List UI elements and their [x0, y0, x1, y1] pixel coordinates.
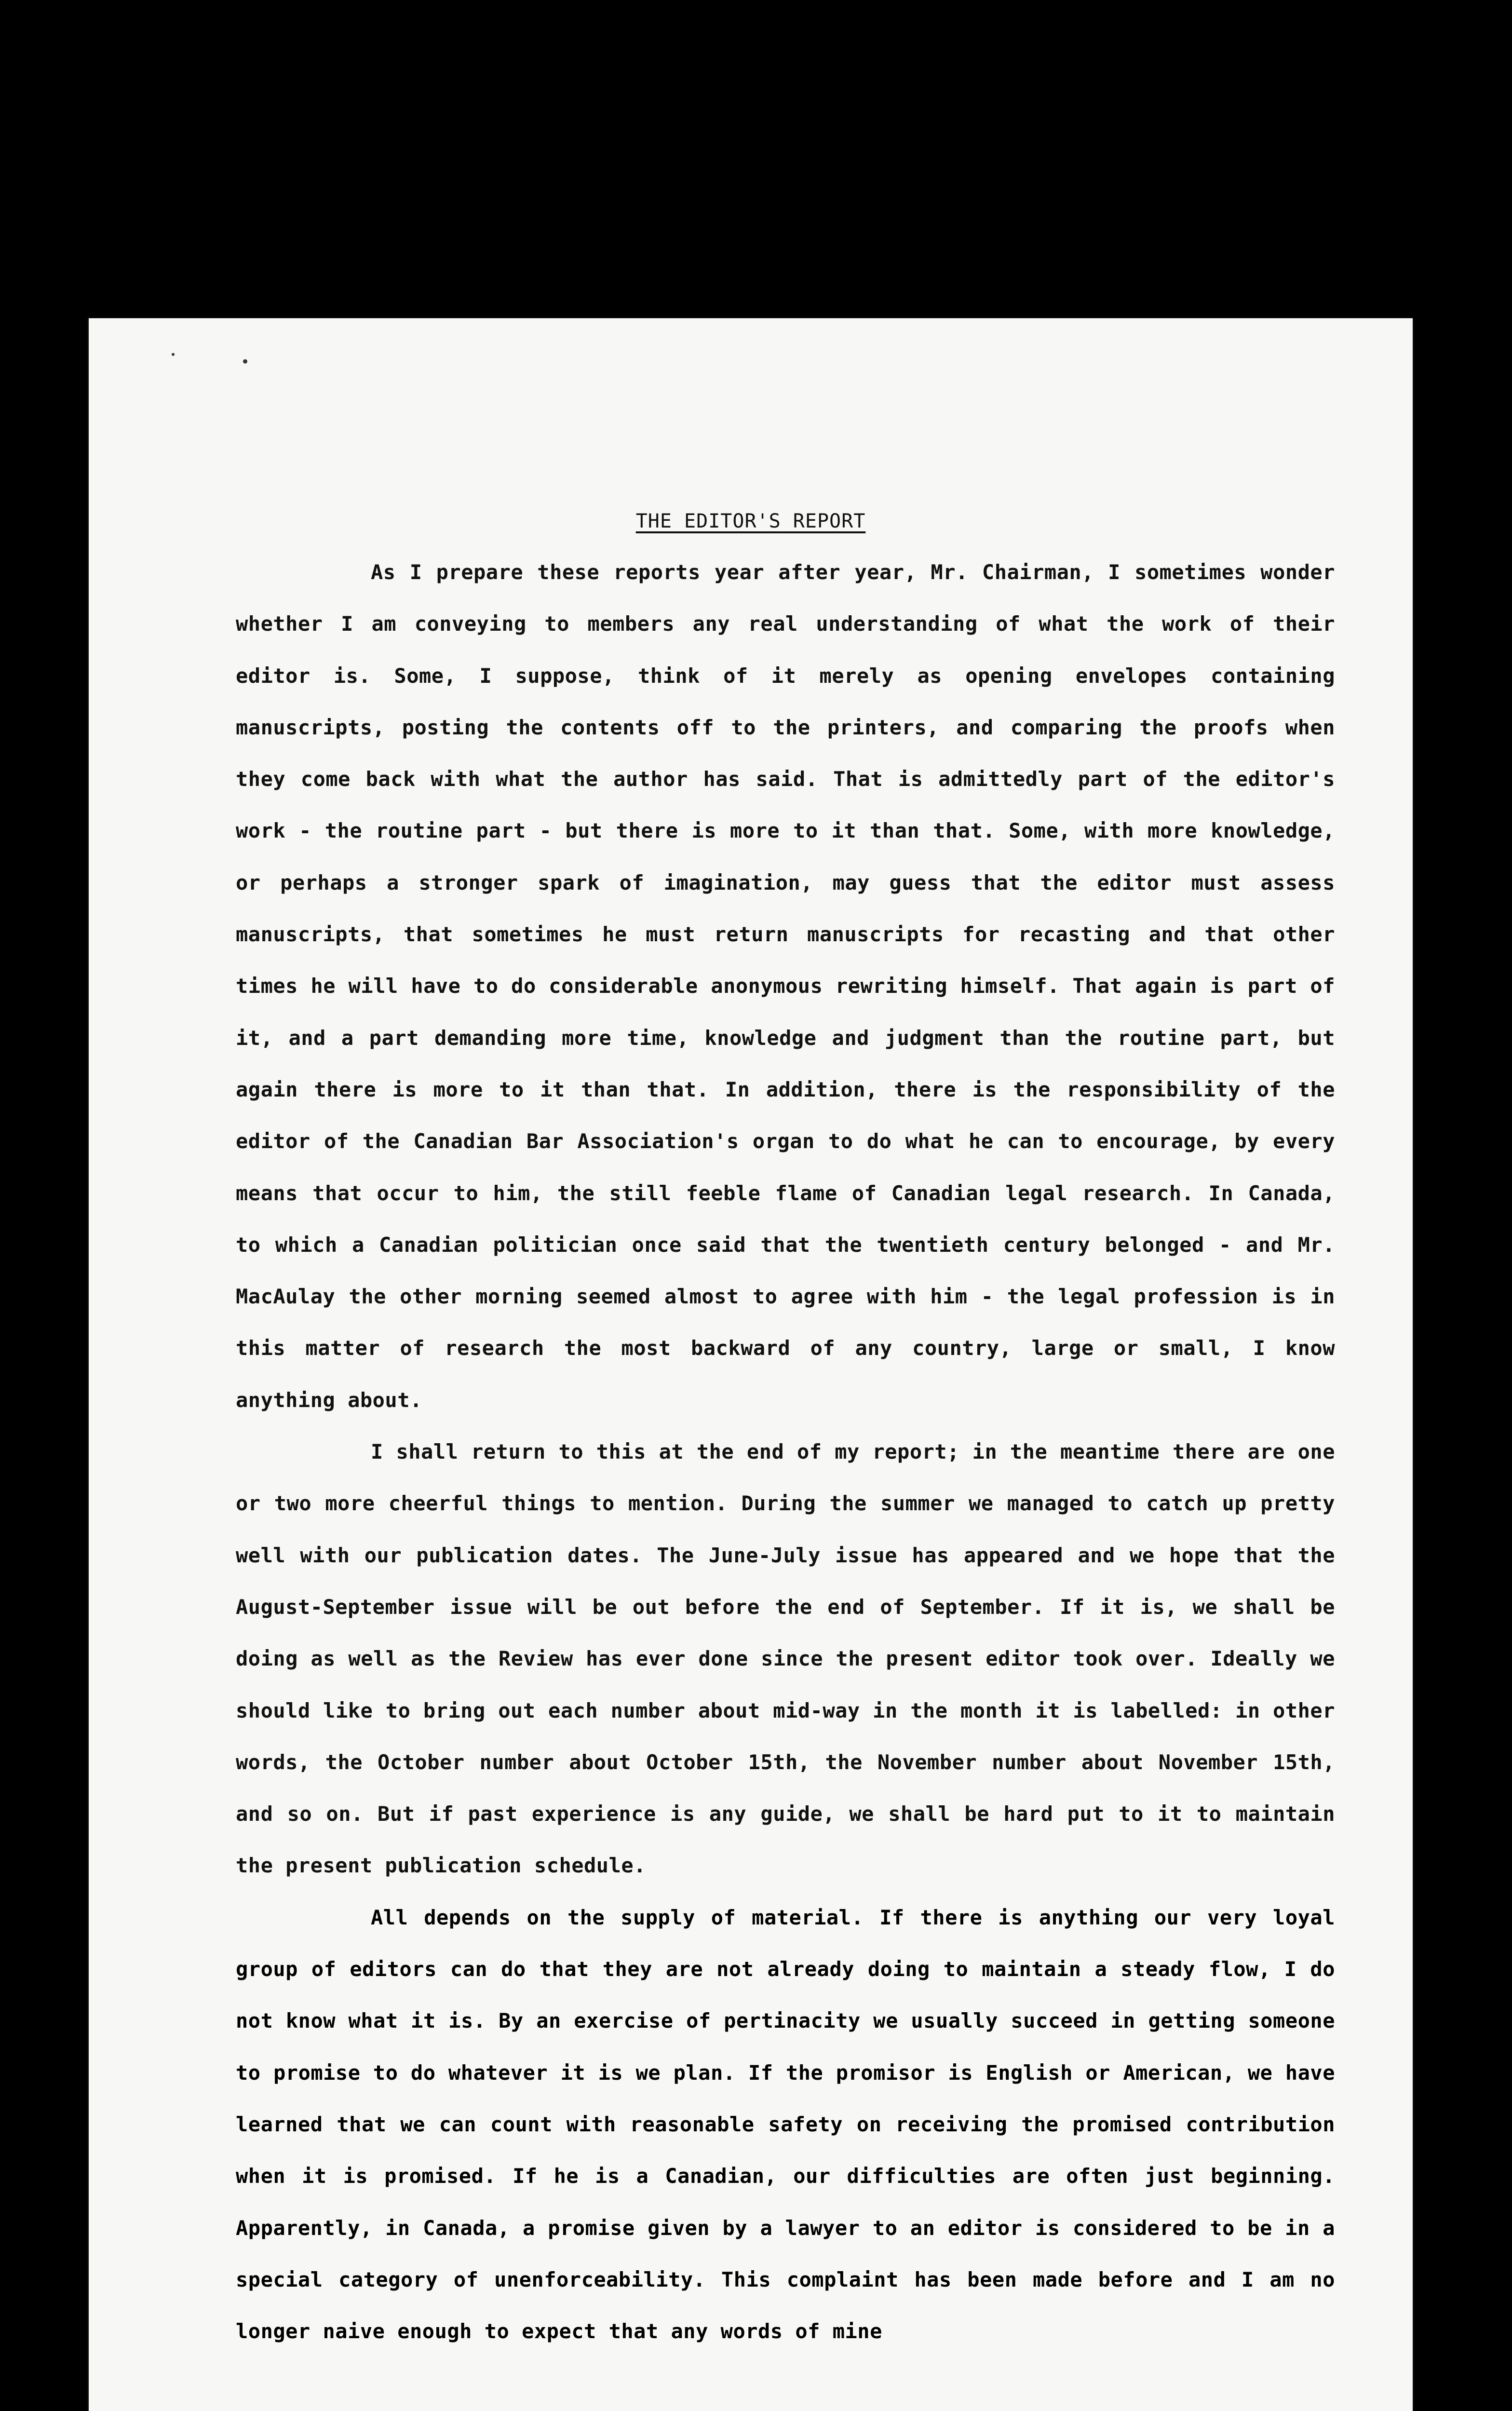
paper-speck	[172, 353, 175, 356]
paragraph-2: I shall return to this at the end of my report; in the meantime there are one or two more cheerful things to mention. During the summer we managed to catch up pretty well with our publication dates. The June-July issue has appeared and we hope that the August-September issue will be out before the end of September. If it is, we shall be doing as well as the Review has ever done since the present editor took over. Ideally we should like to bring out each number about mid-way in the month it is labelled: in other words, the October number about October 15th, the November number about November 15th, and so on. But if past experience is any guide, we shall be hard put to it to maintain the present publication schedule.	[236, 1440, 1335, 1878]
document-body	[236, 546, 1335, 2357]
paragraph-3: All depends on the supply of material. If there is anything our very loyal group of editors can do that they are not already doing to maintain a steady flow, I do not know what it is. By an exercise of pertinacity we usually succeed in getting someone to promise to do whatever it is we plan. If the promisor is English or American, we have learned that we can count with reasonable safety on receiving the promised contribution when it is promised. If he is a Canadian, our difficulties are often just beginning. Apparently, in Canada, a promise given by a lawyer to an editor is considered to be in a special category of unenforceability. This complaint has been made before and I am no longer naive enough to expect that any words of mine	[236, 1905, 1335, 2343]
paragraph-1: As I prepare these reports year after year, Mr. Chairman, I sometimes wonder whether I am conveying to members any real understanding of what the work of their editor is. Some, I suppose, think of it merely as opening envelopes containing manuscripts, posting the contents off to the printers, and comparing the proofs when they come back with what the author has said. That is admittedly part of the editor's work - the routine part - but there is more to it than that. Some, with more knowledge, or perhaps a stronger spark of imagination, may guess that the editor must assess manuscripts, that sometimes he must return manuscripts for recasting and that other times he will have to do considerable anonymous rewriting himself. That again is part of it, and a part demanding more time, knowledge and judgment than the routine part, but again there is more to it than that. In addition, there is the responsibility of the editor of the Canadian Bar Association's organ to do what he can to encourage, by every means that occur to him, the still feeble flame of Canadian legal research. In Canada, to which a Canadian politician once said that the twentieth century belonged - and Mr. MacAulay the other morning seemed almost to agree with him - the legal profession is in this matter of research the most backward of any country, large or small, I know anything about.	[236, 560, 1335, 1412]
document-page	[89, 318, 1413, 2411]
paper-speck	[243, 359, 247, 364]
document-title: THE EDITOR'S REPORT	[635, 510, 866, 532]
